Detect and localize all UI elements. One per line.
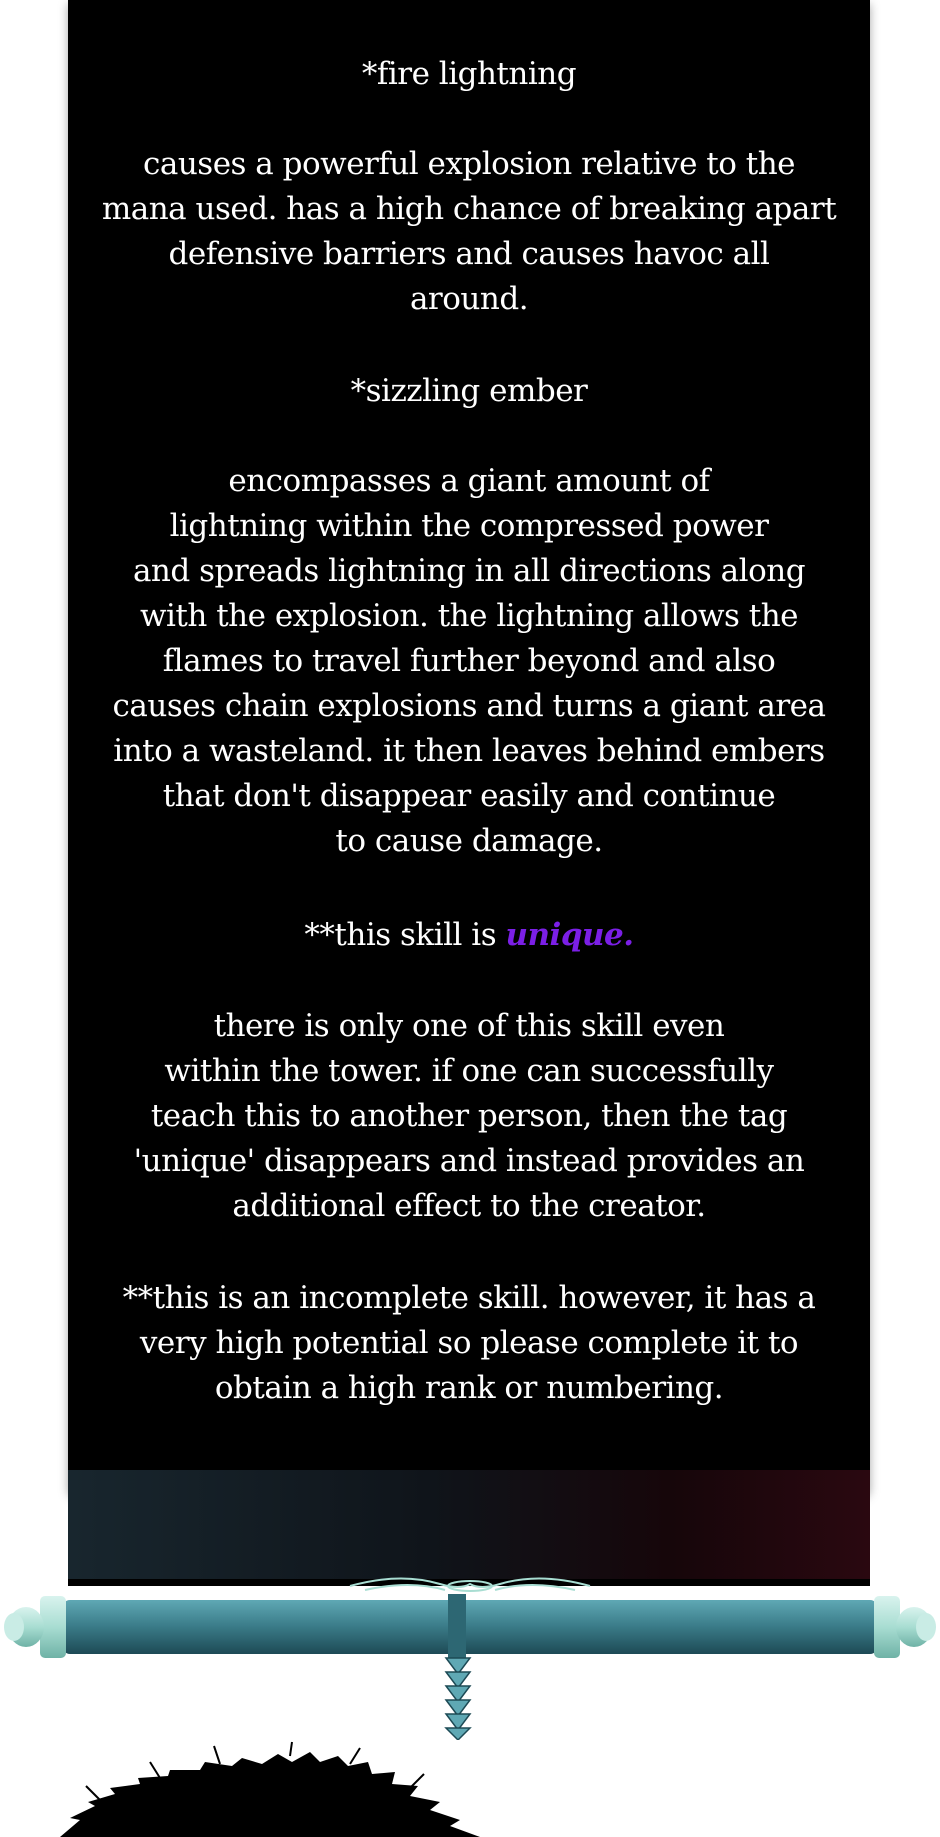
skill2-desc-line: causes chain explosions and turns a giant area <box>112 688 826 724</box>
skill2-title-block <box>68 369 870 414</box>
unique-tag: unique. <box>505 917 634 953</box>
scroll-rod <box>62 1600 878 1654</box>
skill2-title: *sizzling ember <box>350 373 588 409</box>
unique-description <box>68 1004 870 1229</box>
unique-desc-line: 'unique' disappears and instead provides an <box>133 1143 805 1179</box>
rod-cap-right-icon <box>874 1596 936 1658</box>
skill1-desc-line: causes a powerful explosion relative to the <box>142 146 796 182</box>
skill2-desc-line: and spreads lightning in all directions along <box>132 553 806 589</box>
skill1-desc-line: around. <box>409 281 529 317</box>
skill1-desc-line: mana used. has a high chance of breaking apart <box>101 191 837 227</box>
rod-cap-left-icon <box>4 1596 66 1658</box>
skill1-description <box>68 142 870 322</box>
skill2-desc-line: flames to travel further beyond and also <box>162 643 776 679</box>
skill2-description <box>68 459 870 864</box>
skill2-desc-line: into a wasteland. it then leaves behind embers <box>113 733 825 769</box>
skill2-desc-line: that don't disappear easily and continue <box>162 778 776 814</box>
incomplete-desc-line: obtain a high rank or numbering. <box>214 1370 724 1406</box>
skill1-title: *fire lightning <box>361 56 577 92</box>
skill2-desc-line: lightning within the compressed power <box>169 508 769 544</box>
unique-desc-line: within the tower. if one can successfully <box>164 1053 774 1089</box>
incomplete-desc-line: very high potential so please complete it to <box>139 1325 799 1361</box>
unique-notice-line <box>68 913 870 958</box>
character-hair-illustration <box>0 1740 940 1837</box>
scroll-rod-illustration <box>0 1570 940 1740</box>
unique-desc-line: there is only one of this skill even <box>213 1008 725 1044</box>
unique-prefix: **this skill is <box>304 917 506 953</box>
unique-desc-line: teach this to another person, then the tag <box>150 1098 788 1134</box>
skill2-desc-line: to cause damage. <box>335 823 603 859</box>
skill2-desc-line: encompasses a giant amount of <box>228 463 710 499</box>
skill1-title-block <box>68 52 870 97</box>
ornament-icon <box>350 1578 590 1591</box>
skill1-desc-line: defensive barriers and causes havoc all <box>168 236 770 272</box>
incomplete-notice <box>68 1276 870 1411</box>
hanging-chain-icon <box>446 1658 470 1740</box>
skill2-desc-line: with the explosion. the lightning allows the <box>139 598 799 634</box>
unique-notice <box>68 913 870 958</box>
incomplete-desc-line: **this is an incomplete skill. however, it has a <box>122 1280 816 1316</box>
rod-strap <box>448 1594 466 1658</box>
panel-bottom-gradient <box>68 1470 870 1582</box>
unique-desc-line: additional effect to the creator. <box>232 1188 706 1224</box>
